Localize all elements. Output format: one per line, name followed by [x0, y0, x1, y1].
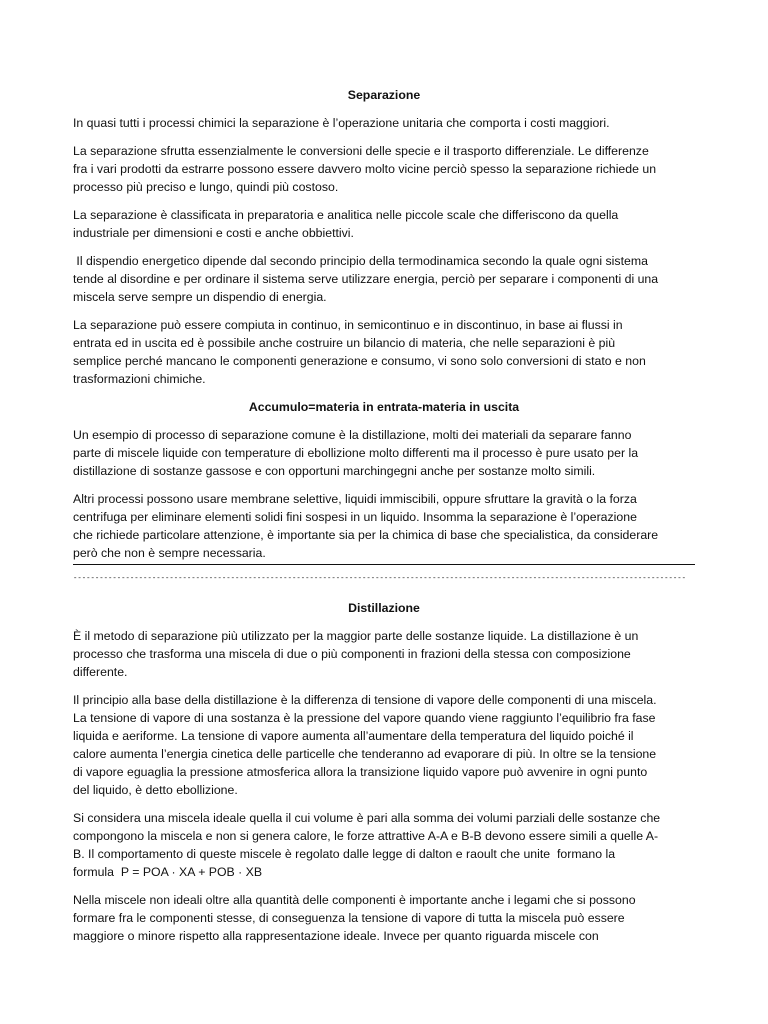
text-line: distillazione di sostanze gassose e con opportuni marchingegni anche per sostanze molto simili. — [73, 464, 596, 478]
text-line: Il dispendio energetico dipende dal secondo principio della termodinamica secondo la quale ogni sistema — [73, 254, 648, 268]
paragraph-continuous — [73, 316, 695, 388]
document-body — [73, 86, 695, 955]
section-title-distillazione: Distillazione — [348, 601, 420, 615]
text-line: del liquido, è detto ebollizione. — [73, 783, 238, 797]
horizontal-rule — [73, 564, 695, 565]
text-line: compongono la miscela e non si genera calore, le forze attrattive A-A e B-B devono essere simili a quelle A- — [73, 829, 659, 843]
paragraph-example — [73, 426, 695, 480]
paragraph-classification — [73, 206, 695, 242]
text-line: B. Il comportamento di queste miscele è regolato dalle legge di dalton e raoult che unite formano la — [73, 847, 616, 861]
paragraph-principle — [73, 691, 695, 799]
text-line: differente. — [73, 665, 128, 679]
text-line: miscela serve sempre un dispendio di energia. — [73, 290, 327, 304]
text-line: È il metodo di separazione più utilizzato per la maggior parte delle sostanze liquide. La distillazione è un — [73, 629, 639, 643]
text-line: La separazione è classificata in preparatoria e analitica nelle piccole scale che differiscono da quella — [73, 208, 619, 222]
text-line: centrifuga per eliminare elementi solidi fini sospesi in un liquido. Insomma la separazione è l’operazione — [73, 510, 637, 524]
text-line: che richiede particolare attenzione, è importante sia per la chimica di base che specialistica, da considerare — [73, 528, 659, 542]
text-line: maggiore o minore rispetto alla rappresentazione ideale. Invece per quanto riguarda miscele con — [73, 929, 599, 943]
text-line: però che non è sempre necessaria. — [73, 546, 266, 560]
text-line: formare fra le componenti stesse, di conseguenza la tensione di vapore di tutta la miscela può essere — [73, 911, 625, 925]
section-title-separazione: Separazione — [347, 88, 421, 102]
text-line: Nella miscele non ideali oltre alla quantità delle componenti è importante anche i legami che si possono — [73, 893, 636, 907]
text-line: Altri processi possono usare membrane selettive, liquidi immiscibili, oppure sfruttare la gravità o la forza — [73, 492, 637, 506]
text-line: di vapore eguaglia la pressione atmosferica allora la transizione liquido vapore può avvenire in ogni punto — [73, 765, 648, 779]
text-line: calore aumenta l’energia cinetica delle particelle che tenderanno ad evaporare di più. In oltre se la tensione — [73, 747, 657, 761]
text-line: fra i vari prodotti da estrarre possono essere davvero molto vicine perciò spesso la separazione richiede un — [73, 162, 657, 176]
text-line: Il principio alla base della distillazione è la differenza di tensione di vapore delle componenti di una miscela. — [73, 693, 657, 707]
text-line: La separazione sfrutta essenzialmente le conversioni delle specie e il trasporto differenziale. Le differenze — [73, 144, 649, 158]
paragraph-definition — [73, 627, 695, 681]
text-line: Si considera una miscela ideale quella il cui volume è pari alla somma dei volumi parziali delle sostanze che — [73, 811, 661, 825]
text-line: La separazione può essere compiuta in continuo, in semicontinuo e in discontinuo, in base ai flussi in — [73, 318, 623, 332]
text-line: parte di miscele liquide con temperature di ebollizione molto differenti ma il processo è pure usato per la — [73, 446, 639, 460]
dashed-separator: -------------------------------------------------------------------------------------------------------------------------------------------- — [73, 575, 687, 583]
text-line: processo che trasforma una miscela di due o più componenti in frazioni della stessa con composizione — [73, 647, 631, 661]
text-line: semplice perché mancano le componenti generazione e consumo, vi sono solo conversioni di stato e non — [73, 354, 646, 368]
text-line: In quasi tutti i processi chimici la separazione è l’operazione unitaria che comporta i costi maggiori. — [73, 116, 610, 130]
equation-accumulo: Accumulo=materia in entrata-materia in uscita — [248, 400, 520, 414]
paragraph-intro — [73, 114, 695, 132]
paragraph-other-processes — [73, 490, 695, 562]
text-line: Un esempio di processo di separazione comune è la distillazione, molti dei materiali da separare fanno — [73, 428, 632, 442]
formula-line: formula P = POA · XA + POB · XB — [73, 865, 263, 879]
text-line: trasformazioni chimiche. — [73, 372, 206, 386]
paragraph-energy — [73, 252, 695, 306]
text-line: tende al disordine e per ordinare il sistema serve utilizzare energia, perciò per separare i componenti di una — [73, 272, 659, 286]
text-line: entrata ed in uscita ed è possibile anche costruire un bilancio di materia, che nelle separazioni è più — [73, 336, 616, 350]
text-line: industriale per dimensioni e costi e anche obbiettivi. — [73, 226, 354, 240]
text-line: processo più preciso e lungo, quindi più costoso. — [73, 180, 339, 194]
paragraph-differential-transport — [73, 142, 695, 196]
text-line: La tensione di vapore di una sostanza è la pressione del vapore quando viene raggiunto l’equilibrio fra fase — [73, 711, 656, 725]
paragraph-non-ideal — [73, 891, 695, 945]
paragraph-ideal-mixture — [73, 809, 695, 881]
text-line: liquida e aeriforme. La tensione di vapore aumenta all’aumentare della temperatura del liquido poiché il — [73, 729, 634, 743]
